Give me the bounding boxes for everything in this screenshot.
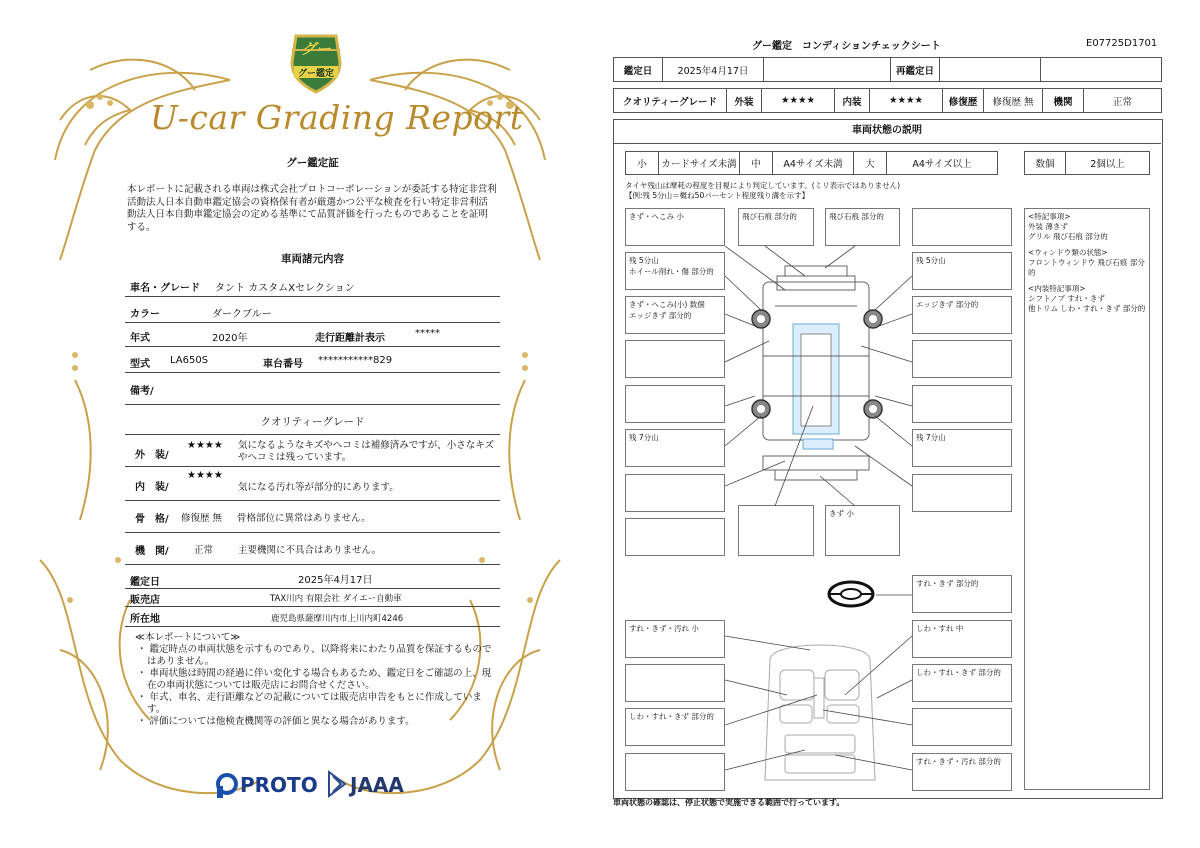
damage-box: 残 7分山 [912,429,1012,467]
sheet-code: E07725D1701 [1086,38,1158,49]
note-item: ・ 車両状態は時間の経過に伴い変化する場合もあるため、鑑定日をご確認の上、現在の車両状態については販売店にお問合せください。 [137,668,492,691]
spec-row-color [125,296,500,323]
legend-count-table [1024,151,1150,175]
date-empty [764,58,891,82]
redate-value [940,58,1041,82]
note-item: ・ 評価については他検査機関等の評価と異なる場合があります。 [137,716,415,727]
damage-box: しわ・すれ・きず 部分的 [625,708,725,746]
int-label: 内装 [835,89,870,113]
grade-table [613,88,1162,113]
damage-box: 残 5分山 [912,252,1012,290]
proto-logo-text: PROTO [240,773,318,797]
redate-label: 再鑑定日 [891,58,940,82]
special-notes-box [1024,208,1150,790]
notes-line: グリル 飛び石痕 部分的 [1028,232,1108,241]
damage-box: すれ・きず 部分的 [912,575,1012,613]
legend-mid-desc: A4サイズ未満 [773,152,854,175]
notes-line: 他トリム しわ・すれ・きず 部分的 [1028,304,1146,313]
engine-label: 機 関/ [135,546,169,557]
damage-box: しわ・すれ 中 [912,620,1012,658]
intro-text: 本レポートに記載される車両は株式会社プロトコーポレーションが委託する特定非営利活動法人日本自動車鑑定協会の資格保有者が厳選かつ公平な検査を行い特定非営利活動法人日本自動車鑑定協会の定める基準にて品質評価を行ったものであることを証明する。 [127,184,497,233]
damage-box [625,340,725,378]
color-label: カラー [130,309,160,320]
int-stars: ★★★★ [870,89,943,113]
chassis-value: ***********829 [318,355,393,366]
notes-title: <ウィンドウ類の状態> [1028,248,1108,257]
date-label: 鑑定日 [130,577,160,588]
int-stars: ★★★★ [187,470,223,481]
steering-wheel-icon [826,579,876,609]
proto-logo-icon [215,772,239,798]
damage-box [912,208,1012,246]
sheet-title: グー鑑定 コンディションチェックシート [752,41,941,52]
damage-box [625,753,725,791]
quality-row-engine [125,532,500,565]
report-title: U-car Grading Report [150,98,524,137]
chassis-label: 車台番号 [263,359,303,370]
model-value: LA650S [170,355,209,366]
info-row-shop [125,588,500,607]
engine-value: 正常 [194,545,214,556]
notes-line: 外装 薄きず [1028,222,1068,231]
info-row-addr [125,606,500,627]
damage-box [625,518,725,556]
damage-box [912,385,1012,423]
addr-label: 所在地 [130,614,160,625]
damage-box [625,664,725,702]
note-item: ・ 鑑定時点の車両状態を示すものであり、以降将来にわたり品質を保証するものではありません。 [137,644,492,667]
repair-value: 修復歴 無 [984,89,1043,113]
ext-stars: ★★★★ [762,89,835,113]
damage-box [625,385,725,423]
damage-box: 飛び石痕 部分的 [825,208,900,246]
ext-text: 気になるようなキズやヘコミは補修済みですが、小さなキズやヘコミは残っています。 [238,440,495,463]
frame-label: 骨 格/ [135,514,169,525]
info-row-date [125,564,500,589]
notes-line: シフトノブ すれ・きず [1028,294,1105,303]
int-label: 内 装/ [135,482,169,493]
damage-box: すれ・きず・汚れ 小 [625,620,725,658]
state-title: 車両状態の説明 [613,119,1161,144]
car-top-diagram [725,246,915,510]
notes-line: フロントウィンドウ 飛び石痕 部分的 [1028,258,1145,277]
mileage-value: ***** [415,328,440,339]
engine-value: 正常 [1084,89,1162,113]
damage-box [912,340,1012,378]
quality-header-row [125,404,500,435]
note-item: ・ 年式、車名、走行距離などの記載については販売店申告をもとに作成しています。 [137,692,482,715]
spec-row-model [125,346,500,373]
legend-small: 小 [626,152,659,175]
jaaa-logo-icon [327,770,347,798]
spec-row-year [125,322,500,347]
remarks-label: 備考/ [130,386,154,397]
engine-text: 主要機関に不具合はありません。 [238,545,382,556]
cert-title: グー鑑定証 [286,157,339,169]
color-value: ダークブルー [212,309,272,320]
quality-row-frame [125,500,500,533]
legend-table [625,151,998,175]
name-value: タント カスタムXセレクション [215,283,355,294]
damage-box: すれ・きず・汚れ 部分的 [912,753,1012,791]
spec-row-name [125,270,500,297]
qg-label: クオリティーグレード [614,89,727,113]
name-label: 車名・グレード [130,283,200,294]
legend-mid: 中 [740,152,773,175]
frame-text: 骨格部位に異常はありません。 [237,513,371,524]
mileage-label: 走行距離計表示 [315,333,385,344]
damage-box: 飛び石痕 部分的 [738,208,814,246]
ext-label: 外 装/ [135,450,169,461]
year-label: 年式 [130,333,150,344]
damage-box [738,505,814,556]
damage-box [625,474,725,512]
damage-box: しわ・すれ・きず 部分的 [912,664,1012,702]
notes-title: <内装特記事項> [1028,284,1086,293]
report-notes [135,632,495,728]
legend-count: 数個 [1025,152,1066,175]
tire-note-2: 【例:残 5分山＝概ね50パーセント程度残り溝を示す】 [625,191,810,200]
date-table [613,57,1162,82]
damage-box: エッジきず 部分的 [912,296,1012,334]
jaaa-logo-text: JAAA [350,773,404,797]
shop-label: 販売店 [130,595,160,606]
quality-title: クオリティーグレード [260,416,365,428]
year-value: 2020年 [212,333,248,344]
spec-row-remarks [125,372,500,405]
damage-box: きず・へこみ(小) 数個 エッジきず 部分的 [625,296,725,334]
legend-count-desc: 2個以上 [1066,152,1150,175]
legend-small-desc: カードサイズ未満 [659,152,740,175]
date-label: 鑑定日 [614,58,663,82]
date-value: 2025年4月17日 [298,575,373,586]
notes-title: <特記事項> [1028,212,1071,221]
int-text: 気になる汚れ等が部分的にあります。 [238,482,399,493]
date-value: 2025年4月17日 [663,58,764,82]
tire-note-1: タイヤ残山は摩耗の程度を目視により判定しています。(ミリ表示ではありません) [625,181,901,190]
damage-box: きず・へこみ 小 [625,208,725,246]
shop-value: TAX川内 有限会社 ダイエー自動車 [270,594,402,604]
damage-box [912,708,1012,746]
badge-goo-text: グー [300,40,331,58]
ext-label: 外装 [727,89,762,113]
car-interior-diagram [725,630,915,790]
quality-row-interior [125,466,500,501]
repair-label: 修復歴 [943,89,984,113]
damage-box: 残 7分山 [625,429,725,467]
steer-leader [876,590,912,600]
damage-box: 残 5分山 ホイール削れ・傷 部分的 [625,252,725,290]
legend-large: 大 [854,152,887,175]
redate-empty [1041,58,1162,82]
engine-label: 機関 [1043,89,1084,113]
damage-box [912,474,1012,512]
badge-kantei-text: グー鑑定 [297,69,334,79]
legend-large-desc: A4サイズ以上 [887,152,998,175]
ext-stars: ★★★★ [187,440,223,451]
quality-row-exterior [125,434,500,467]
frame-value: 修復歴 無 [181,513,223,524]
notes-title: ≪本レポートについて≫ [135,632,241,643]
addr-value: 鹿児島県薩摩川内市上川内町4246 [271,614,404,624]
sheet-footer: 車両状態の確認は、停止状態で実施できる範囲で行っています。 [613,798,845,807]
spec-title: 車両諸元内容 [281,253,344,265]
model-label: 型式 [130,359,150,370]
damage-box: きず 小 [825,505,900,556]
